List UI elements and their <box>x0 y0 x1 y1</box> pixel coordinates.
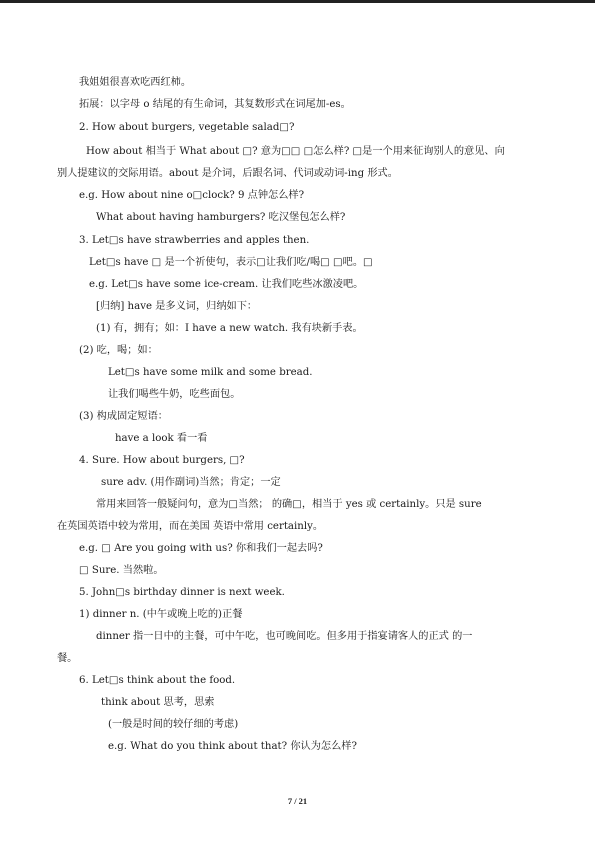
text-line: Let□s have □ 是一个祈使句，表示□让我们吃/喝□ □吧。□ <box>89 257 373 268</box>
text-line: dinner 指一日中的主餐，可中午吃，也可晚间吃。但多用于指宴请客人的正式 的一 <box>96 631 473 642</box>
text-line: 拓展：以字母 o 结尾的有生命词，其复数形式在词尾加-es。 <box>79 99 351 110</box>
text-line: 餐。 <box>57 653 78 664</box>
text-line: (3) 构成固定短语： <box>79 411 168 422</box>
text-line: 6. Let□s think about the food. <box>79 675 236 686</box>
text-line: 4. Sure. How about burgers, □? <box>79 455 245 466</box>
text-line: 常用来回答一般疑问句，意为□当然； 的确□，相当于 yes 或 certainly。只是 sure <box>96 499 482 510</box>
text-line: What about having hamburgers? 吃汉堡包怎么样? <box>96 212 346 223</box>
text-line: Let□s have some milk and some bread. <box>108 367 313 378</box>
text-line: How about 相当于 What about □? 意为□□ □怎么样? □是一个用来征询别人的意见、向 <box>86 146 505 157</box>
text-line: 别人提建议的交际用语。about 是介词，后跟名词、代词或动词-ing 形式。 <box>57 168 398 179</box>
text-line: 3. Let□s have strawberries and apples then. <box>79 235 310 246</box>
text-line: (2) 吃，喝；如： <box>79 345 158 356</box>
text-line: 我姐姐很喜欢吃西红柿。 <box>79 77 192 88</box>
text-line: (一般是时间的较仔细的考虑) <box>108 719 239 730</box>
text-line: e.g. How about nine o□clock? 9 点钟怎么样? <box>79 190 305 201</box>
text-line: 2. How about burgers, vegetable salad□? <box>79 122 295 133</box>
text-line: 5. John□s birthday dinner is next week. <box>79 587 285 598</box>
text-line: 1) dinner n. (中午或晚上吃的)正餐 <box>79 609 243 620</box>
text-line: (1) 有，拥有；如：I have a new watch. 我有块新手表。 <box>96 323 363 334</box>
text-line: □ Sure. 当然啦。 <box>79 565 164 576</box>
text-line: e.g. Let□s have some ice-cream. 让我们吃些冰激凌吧。 <box>89 279 364 290</box>
top-rule <box>0 0 595 3</box>
text-line: e.g. □ Are you going with us? 你和我们一起去吗? <box>79 543 323 554</box>
text-line: have a look 看一看 <box>115 433 208 444</box>
text-line: 让我们喝些牛奶，吃些面包。 <box>108 389 241 400</box>
text-line: 在英国英语中较为常用，而在美国 英语中常用 certainly。 <box>57 521 324 532</box>
text-line: think about 思考，思索 <box>101 697 215 708</box>
page-number: 7 / 21 <box>287 796 308 806</box>
text-line: sure adv. (用作副词)当然；肯定；一定 <box>101 477 281 488</box>
text-line: [归纳] have 是多义词，归纳如下： <box>96 301 258 312</box>
text-line: e.g. What do you think about that? 你认为怎么样? <box>108 741 357 752</box>
